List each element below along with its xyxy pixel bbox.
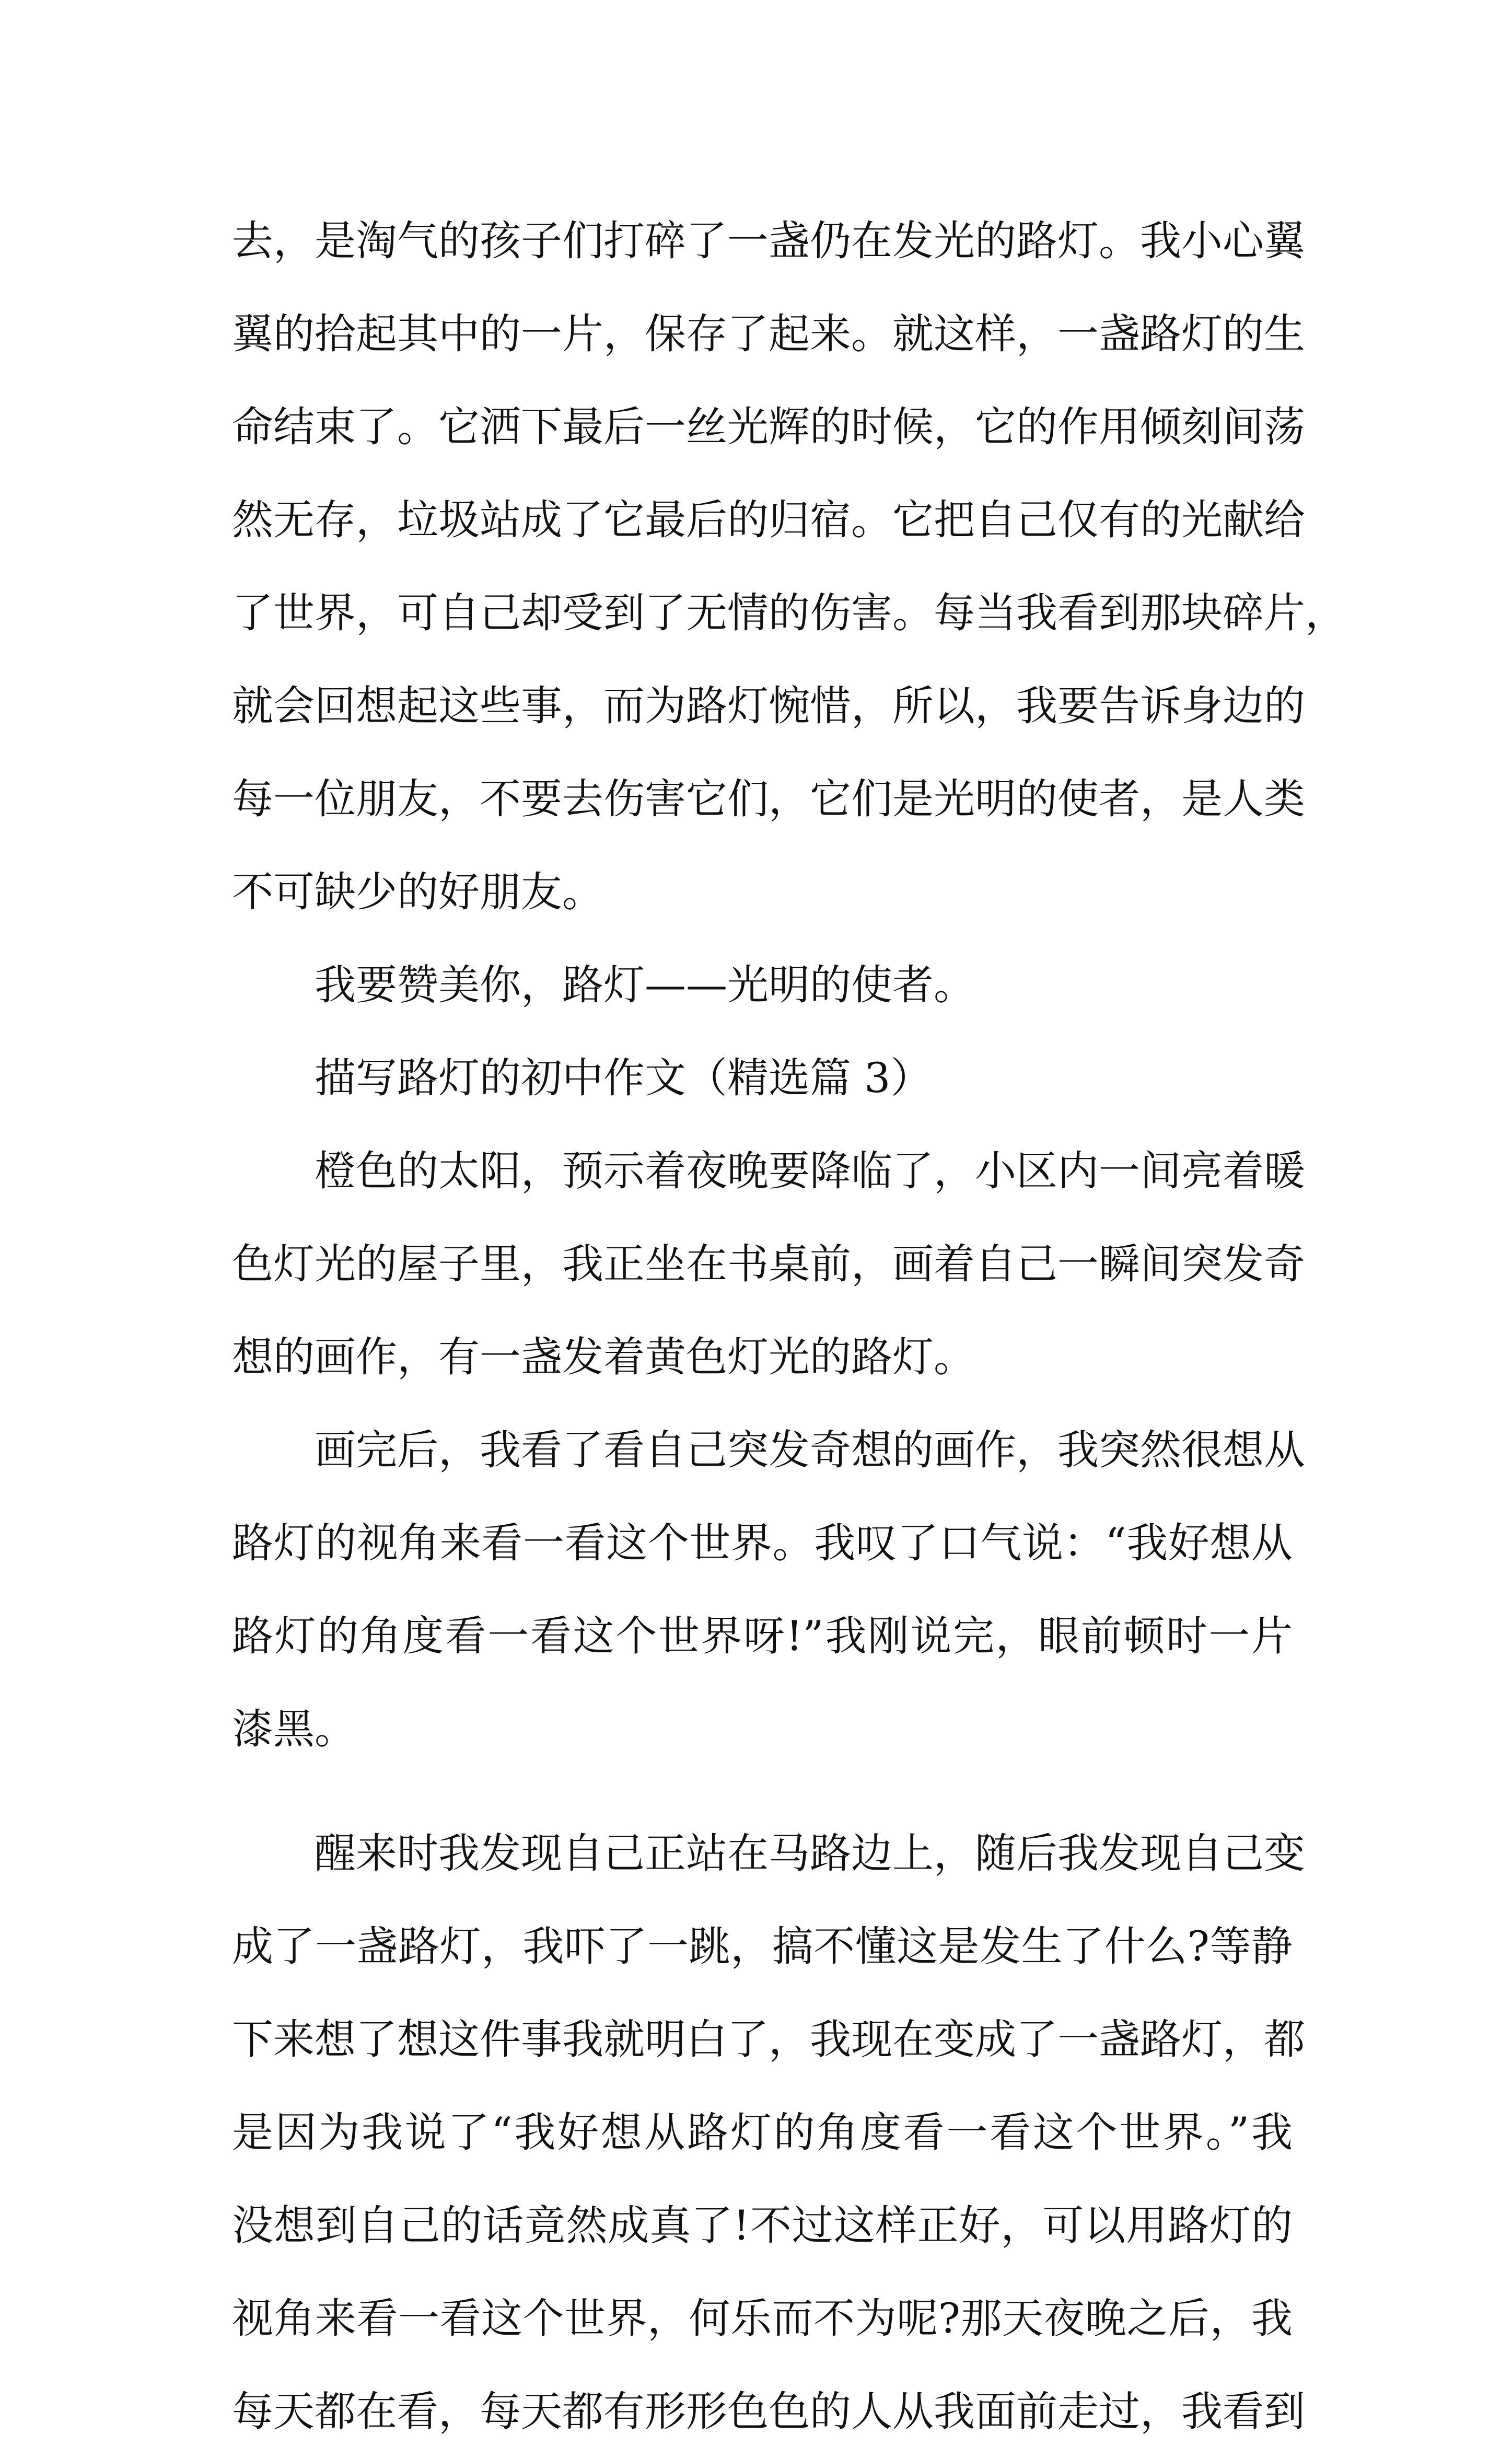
- text-line: 命结束了。它洒下最后一丝光辉的时候，它的作用倾刻间荡: [232, 403, 1305, 451]
- text-line: 没想到自己的话竟然成真了!不过这样正好，可以用路灯的: [232, 2201, 1293, 2250]
- text-line: 去，是淘气的孩子们打碎了一盏仍在发光的路灯。我小心翼: [232, 217, 1305, 265]
- text-line: 不可缺少的好朋友。: [232, 868, 603, 916]
- text-line: 下来想了想这件事我就明白了，我现在变成了一盏路灯，都: [232, 2015, 1305, 2063]
- text-line: 路灯的角度看一看这个世界呀!”我刚说完，眼前顿时一片: [232, 1612, 1293, 1660]
- text-line: 色灯光的屋子里，我正坐在书桌前，画着自己一瞬间突发奇: [232, 1240, 1305, 1288]
- text-line: 想的画作，有一盏发着黄色灯光的路灯。: [232, 1333, 975, 1381]
- text-line: 是因为我说了“我好想从路灯的角度看一看这个世界。”我: [232, 2108, 1293, 2156]
- text-line: 视角来看一看这个世界，何乐而不为呢?那天夜晚之后，我: [232, 2294, 1293, 2343]
- article-text: [232, 194, 1346, 2458]
- text-line: 然无存，垃圾站成了它最后的归宿。它把自己仅有的光献给: [232, 496, 1305, 544]
- text-line: 成了一盏路灯，我吓了一跳，搞不懂这是发生了什么?等静: [232, 1922, 1293, 1970]
- text-line: 翼的拾起其中的一片，保存了起来。就这样，一盏路灯的生: [232, 310, 1305, 358]
- text-line: 漆黑。: [232, 1705, 356, 1753]
- text-line: 了世界，可自己却受到了无情的伤害。每当我看到那块碎片，: [232, 589, 1346, 637]
- paragraph-gap: [232, 1776, 1293, 1807]
- text-line: 路灯的视角来看一看这个世界。我叹了口气说：“我好想从: [232, 1519, 1293, 1567]
- section-heading: 描写路灯的初中作文（精选篇 3）: [315, 1054, 932, 1102]
- paragraph-line: 我要赞美你，路灯——光明的使者。: [315, 961, 975, 1009]
- text-line: 就会回想起这些事，而为路灯惋惜，所以，我要告诉身边的: [232, 682, 1305, 730]
- paragraph-line: 醒来时我发现自己正站在马路边上，随后我发现自己变: [315, 1829, 1305, 1877]
- text-line: 每天都在看，每天都有形形色色的人从我面前走过，我看到: [232, 2387, 1305, 2436]
- text-line: 每一位朋友，不要去伤害它们，它们是光明的使者，是人类: [232, 775, 1305, 823]
- paragraph-line: 画完后，我看了看自己突发奇想的画作，我突然很想从: [315, 1426, 1305, 1474]
- paragraph-line: 橙色的太阳，预示着夜晚要降临了，小区内一间亮着暖: [315, 1147, 1305, 1195]
